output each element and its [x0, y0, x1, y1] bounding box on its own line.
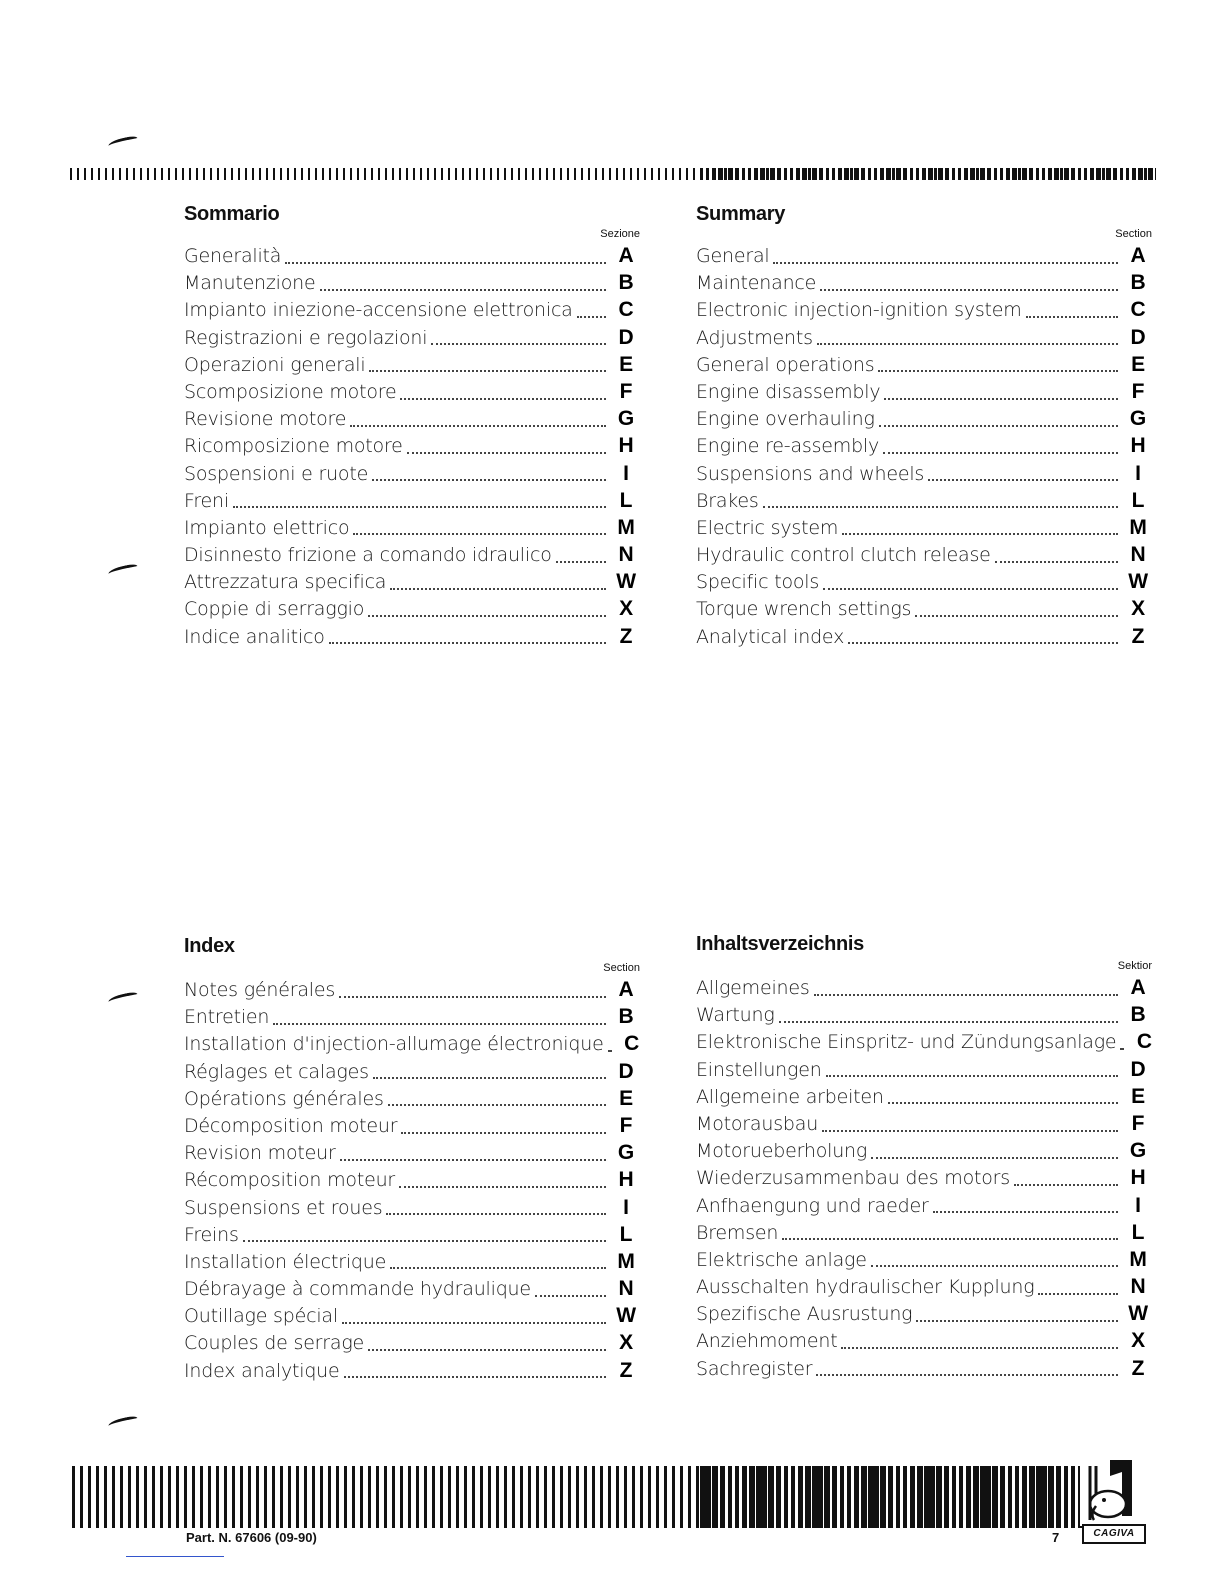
toc-entry [184, 623, 640, 650]
toc-entry [184, 1221, 640, 1248]
toc-entry-label: Analytical index [696, 625, 845, 648]
toc-entry-section-code: E [1131, 352, 1145, 376]
toc-entry-section-code: Z [619, 1358, 633, 1382]
toc-entry-label: Sachregister [696, 1357, 813, 1380]
toc-entry-label: Installation d'injection-allumage électronique [184, 1033, 604, 1056]
toc-entry [184, 1003, 640, 1030]
toc-entry-label: Couples de serrage [184, 1332, 365, 1355]
toc-entry-label: Impianto elettrico [184, 516, 350, 539]
toc-entry [184, 1058, 640, 1085]
toc-entry [696, 1028, 1152, 1055]
toc-entry-section-code: I [623, 461, 629, 485]
toc-entry-label: Motorueberholung [696, 1140, 868, 1163]
toc-entry [184, 378, 640, 405]
dot-leader [817, 337, 1118, 345]
toc-entry [696, 378, 1152, 405]
toc-entry-section-code: L [619, 488, 633, 512]
toc-entry-label: Installation électrique [184, 1250, 387, 1273]
toc-entry-label: Elektronische Einspritz- und Zündungsanlage [696, 1031, 1117, 1054]
toc-entry [696, 1355, 1152, 1382]
toc-entry-label: Attrezzatura specifica [184, 571, 387, 594]
toc-entry [696, 296, 1152, 323]
dot-leader [1120, 1042, 1124, 1050]
toc-entry-section-code: N [1130, 1275, 1146, 1299]
toc-entry-section-code: C [1130, 298, 1146, 322]
link-underline [126, 1556, 224, 1557]
dot-leader [773, 256, 1118, 264]
sommario-title: Sommario [184, 203, 280, 225]
toc-entry [696, 623, 1152, 650]
toc-entry [184, 460, 640, 487]
toc-entry-label: Scomposizione motore [184, 380, 397, 403]
dot-leader [373, 1071, 606, 1079]
dot-leader [848, 636, 1118, 644]
dot-leader [320, 283, 606, 291]
toc-entry [696, 324, 1152, 351]
dot-leader [820, 283, 1118, 291]
toc-entry [696, 1056, 1152, 1083]
toc-entry [696, 1300, 1152, 1327]
toc-entry-section-code: L [1131, 1220, 1145, 1244]
dot-leader [816, 1368, 1118, 1376]
toc-entry [184, 1085, 640, 1112]
toc-entry-label: Freins [184, 1223, 239, 1246]
toc-entry-section-code: N [618, 1277, 634, 1301]
toc-entry-label: Engine overhauling [696, 408, 875, 431]
dot-leader [556, 555, 606, 563]
dot-leader [273, 1017, 606, 1025]
toc-entry-label: Elektrische anlage [696, 1248, 867, 1271]
toc-entry [696, 1192, 1152, 1219]
dot-leader [390, 582, 606, 590]
toc-entry-label: Generalità [184, 245, 282, 267]
toc-entry-section-code: X [619, 597, 633, 621]
toc-entry-section-code: Z [1131, 624, 1145, 648]
toc-entry-section-code: F [619, 1113, 633, 1137]
toc-entry [184, 568, 640, 595]
toc-entry [184, 541, 640, 568]
toc-entry-label: General operations [696, 353, 875, 376]
toc-entry [184, 242, 640, 269]
toc-entry-section-code: X [1131, 597, 1145, 621]
dot-leader [390, 1261, 606, 1269]
toc-entry-label: Allgemeine arbeiten [696, 1085, 884, 1108]
dot-leader [243, 1234, 606, 1242]
toc-entry-section-code: H [618, 434, 634, 458]
toc-entry-section-code: D [618, 1059, 634, 1083]
dot-leader [344, 1370, 606, 1378]
toc-entry-label: Opérations générales [184, 1087, 384, 1110]
toc-entry-label: Adjustments [696, 326, 813, 349]
toc-entry-label: Anfhaengung und raeder [696, 1194, 929, 1217]
toc-entry-section-code: B [1130, 271, 1146, 295]
part-number: Part. N. 67606 (09-90) [186, 1530, 317, 1545]
toc-entry [184, 1302, 640, 1329]
toc-entry [184, 324, 640, 351]
toc-entry-section-code: Z [1131, 1356, 1145, 1380]
toc-entry-label: Motorausbau [696, 1112, 819, 1135]
index-column-header: Section [603, 962, 640, 974]
dot-leader [535, 1289, 606, 1297]
toc-entry-label: Suspensions et roues [184, 1196, 383, 1219]
toc-entry-section-code: C [618, 298, 634, 322]
dot-leader [431, 337, 606, 345]
toc-entry-section-code: B [1130, 1003, 1146, 1027]
toc-entry-section-code: W [1128, 1302, 1148, 1326]
toc-entry-label: Maintenance [696, 272, 817, 295]
inhaltsverzeichnis-block [696, 930, 1152, 1380]
index-entries [184, 976, 640, 1384]
toc-entry-section-code: E [619, 352, 633, 376]
dot-leader [407, 446, 606, 454]
toc-entry-label: Décomposition moteur [184, 1114, 398, 1137]
dot-leader [285, 256, 606, 264]
toc-entry-section-code: A [1130, 244, 1146, 267]
dot-leader [871, 1259, 1118, 1267]
dot-leader [884, 392, 1118, 400]
toc-entry-label: Outillage spécial [184, 1305, 338, 1328]
dot-leader [233, 500, 606, 508]
toc-entry-label: Indice analitico [184, 625, 325, 648]
toc-entry [184, 514, 640, 541]
toc-entry [696, 351, 1152, 378]
toc-entry-section-code: H [1130, 1166, 1146, 1190]
toc-entry-section-code: E [619, 1086, 633, 1110]
toc-entry-section-code: L [619, 1222, 633, 1246]
dot-leader [933, 1205, 1118, 1213]
toc-entry-label: Coppie di serraggio [184, 598, 365, 621]
toc-entry-label: Revisione motore [184, 408, 347, 431]
toc-entry-section-code: M [1129, 1247, 1147, 1271]
inhaltsverzeichnis-entries [696, 974, 1152, 1382]
toc-entry [184, 1248, 640, 1275]
toc-entry-section-code: M [617, 1249, 635, 1273]
toc-entry-section-code: M [1129, 515, 1147, 539]
toc-entry [696, 595, 1152, 622]
sommario-block [184, 200, 640, 648]
toc-entry-label: Ricomposizione motore [184, 435, 403, 458]
toc-entry-section-code: H [618, 1168, 634, 1192]
toc-entry [696, 1137, 1152, 1164]
toc-entry-label: Débrayage à commande hydraulique [184, 1278, 531, 1301]
toc-entry-section-code: C [624, 1032, 640, 1056]
toc-entry [184, 351, 640, 378]
toc-entry [184, 296, 640, 323]
toc-entry-label: Einstellungen [696, 1058, 822, 1081]
dot-leader [888, 1096, 1118, 1104]
toc-entry [696, 460, 1152, 487]
dot-leader [995, 555, 1118, 563]
logo-wordmark: CAGIVA [1082, 1524, 1146, 1544]
toc-entry [696, 1110, 1152, 1137]
toc-entry [184, 976, 640, 1003]
toc-entry-section-code: G [617, 1141, 635, 1165]
toc-entry-section-code: N [1130, 543, 1146, 567]
toc-entry-section-code: W [616, 570, 636, 594]
page-number: 7 [1052, 1530, 1060, 1545]
toc-entry-section-code: F [1131, 379, 1145, 403]
scan-mark [107, 1415, 138, 1429]
toc-entry-label: Wartung [696, 1004, 775, 1027]
toc-entry-label: Electric system [696, 516, 839, 539]
toc-entry-label: Brakes [696, 489, 759, 512]
toc-entry-section-code: I [1135, 461, 1141, 485]
toc-entry-label: Wiederzusammenbau des motors [696, 1167, 1010, 1190]
dot-leader [339, 990, 606, 998]
toc-entry-label: Engine disassembly [696, 380, 881, 403]
toc-entry [696, 1083, 1152, 1110]
toc-entry [696, 568, 1152, 595]
toc-entry-label: Disinnesto frizione a comando idraulico [184, 544, 552, 567]
toc-entry-section-code: A [618, 244, 634, 267]
summary-block [696, 200, 1152, 648]
toc-entry-label: Ausschalten hydraulischer Kupplung [696, 1276, 1035, 1299]
toc-entry-label: Spezifische Ausrustung [696, 1303, 913, 1326]
toc-entry-section-code: I [623, 1195, 629, 1219]
top-barcode-rule-heavy [700, 168, 1156, 180]
inhaltsverzeichnis-column-header: Sektior [1117, 960, 1152, 972]
dot-leader [763, 500, 1118, 508]
sommario-column-header: Sezione [600, 228, 640, 240]
summary-entries [696, 242, 1152, 650]
toc-entry-section-code: B [618, 271, 634, 295]
dot-leader [329, 636, 606, 644]
toc-entry-label: Allgemeines [696, 977, 810, 999]
toc-entry-section-code: X [619, 1331, 633, 1355]
toc-entry-label: Operazioni generali [184, 353, 366, 376]
toc-entry [184, 1112, 640, 1139]
toc-entry-section-code: E [1131, 1084, 1145, 1108]
dot-leader [822, 1124, 1118, 1132]
scan-mark [107, 991, 138, 1005]
toc-entry-section-code: I [1135, 1193, 1141, 1217]
toc-entry [184, 595, 640, 622]
toc-entry-label: Récomposition moteur [184, 1169, 396, 1192]
bottom-barcode-dense [700, 1466, 1082, 1528]
toc-entry-section-code: B [618, 1005, 634, 1029]
summary-column-header: Section [1115, 228, 1152, 240]
toc-entry-section-code: N [618, 543, 634, 567]
summary-title: Summary [696, 203, 786, 225]
toc-entry [696, 1246, 1152, 1273]
toc-entry-label: Manutenzione [184, 272, 316, 295]
toc-entry-section-code: G [617, 407, 635, 431]
toc-entry [696, 432, 1152, 459]
toc-entry-section-code: D [618, 325, 634, 349]
toc-entry [184, 1139, 640, 1166]
toc-entry [696, 514, 1152, 541]
dot-leader [782, 1232, 1118, 1240]
toc-entry-section-code: D [1130, 325, 1146, 349]
dot-leader [928, 473, 1118, 481]
dot-leader [399, 1180, 606, 1188]
toc-entry-section-code: F [1131, 1111, 1145, 1135]
toc-entry-section-code: H [1130, 434, 1146, 458]
toc-entry [184, 1194, 640, 1221]
toc-entry [696, 487, 1152, 514]
toc-entry-label: General [696, 245, 770, 267]
dot-leader [879, 419, 1118, 427]
toc-entry [696, 974, 1152, 1001]
toc-entry-label: Engine re-assembly [696, 435, 880, 458]
toc-entry [184, 1275, 640, 1302]
toc-entry [696, 1273, 1152, 1300]
toc-entry-section-code: X [1131, 1329, 1145, 1353]
toc-entry-section-code: M [617, 515, 635, 539]
dot-leader [401, 1126, 606, 1134]
inhaltsverzeichnis-title: Inhaltsverzeichnis [696, 933, 864, 955]
dot-leader [372, 473, 606, 481]
dot-leader [841, 1341, 1118, 1349]
toc-entry-section-code: W [616, 1304, 636, 1328]
dot-leader [340, 1153, 606, 1161]
toc-entry-label: Revision moteur [184, 1142, 336, 1165]
toc-entry-label: Anziehmoment [696, 1330, 838, 1353]
index-title: Index [184, 935, 235, 957]
toc-entry [184, 1357, 640, 1384]
dot-leader [368, 609, 606, 617]
dot-leader [342, 1316, 606, 1324]
dot-leader [386, 1207, 606, 1215]
index-block [184, 932, 640, 1382]
toc-entry [184, 487, 640, 514]
dot-leader [353, 527, 606, 535]
toc-entry-section-code: G [1129, 407, 1147, 431]
sommario-entries [184, 242, 640, 650]
toc-entry-label: Sospensioni e ruote [184, 462, 369, 485]
dot-leader [369, 364, 606, 372]
toc-entry-label: Torque wrench settings [696, 598, 912, 621]
toc-entry-section-code: C [1136, 1030, 1152, 1054]
toc-entry-label: Registrazioni e regolazioni [184, 326, 428, 349]
toc-entry [184, 1030, 640, 1057]
dot-leader [826, 1069, 1118, 1077]
toc-entry-section-code: Z [619, 624, 633, 648]
dot-leader [1038, 1287, 1118, 1295]
toc-entry-section-code: G [1129, 1139, 1147, 1163]
dot-leader [1026, 310, 1118, 318]
toc-entry-section-code: F [619, 379, 633, 403]
toc-entry [184, 405, 640, 432]
dot-leader [814, 988, 1118, 996]
toc-entry [696, 405, 1152, 432]
dot-leader [878, 364, 1118, 372]
toc-entry-label: Suspensions and wheels [696, 462, 925, 485]
dot-leader [883, 446, 1118, 454]
toc-entry-label: Impianto iniezione-accensione elettronica [184, 299, 573, 322]
toc-entry [696, 1327, 1152, 1354]
toc-entry-label: Réglages et calages [184, 1060, 369, 1083]
dot-leader [350, 419, 606, 427]
toc-entry-section-code: D [1130, 1057, 1146, 1081]
toc-entry-label: Index analytique [184, 1359, 340, 1382]
scan-mark [107, 563, 138, 577]
dot-leader [871, 1151, 1118, 1159]
toc-entry-label: Electronic injection-ignition system [696, 299, 1022, 322]
toc-entry [184, 432, 640, 459]
dot-leader [779, 1015, 1118, 1023]
dot-leader [842, 527, 1118, 535]
scan-mark [107, 135, 138, 149]
toc-entry-section-code: A [618, 978, 634, 1001]
dot-leader [608, 1044, 612, 1052]
toc-entry-label: Freni [184, 489, 229, 512]
dot-leader [1014, 1178, 1118, 1186]
toc-entry [696, 1164, 1152, 1191]
toc-entry-section-code: W [1128, 570, 1148, 594]
dot-leader [577, 310, 606, 318]
toc-entry [696, 269, 1152, 296]
toc-entry-label: Entretien [184, 1006, 270, 1029]
cagiva-logo [1080, 1454, 1146, 1544]
toc-entry [696, 541, 1152, 568]
toc-entry [696, 1219, 1152, 1246]
toc-entry-label: Specific tools [696, 571, 820, 594]
toc-entry [184, 1166, 640, 1193]
toc-entry [696, 242, 1152, 269]
dot-leader [823, 582, 1118, 590]
toc-entry [184, 1329, 640, 1356]
toc-entry-section-code: L [1131, 488, 1145, 512]
toc-entry [184, 269, 640, 296]
toc-entry-section-code: A [1130, 976, 1146, 999]
dot-leader [388, 1098, 606, 1106]
toc-entry-label: Hydraulic control clutch release [696, 544, 991, 567]
toc-entry-label: Bremsen [696, 1221, 779, 1244]
dot-leader [915, 609, 1118, 617]
dot-leader [368, 1343, 606, 1351]
toc-entry [696, 1001, 1152, 1028]
dot-leader [400, 392, 606, 400]
toc-entry-label: Notes générales [184, 979, 336, 1001]
elephant-logo-icon [1080, 1454, 1146, 1526]
dot-leader [916, 1314, 1118, 1322]
